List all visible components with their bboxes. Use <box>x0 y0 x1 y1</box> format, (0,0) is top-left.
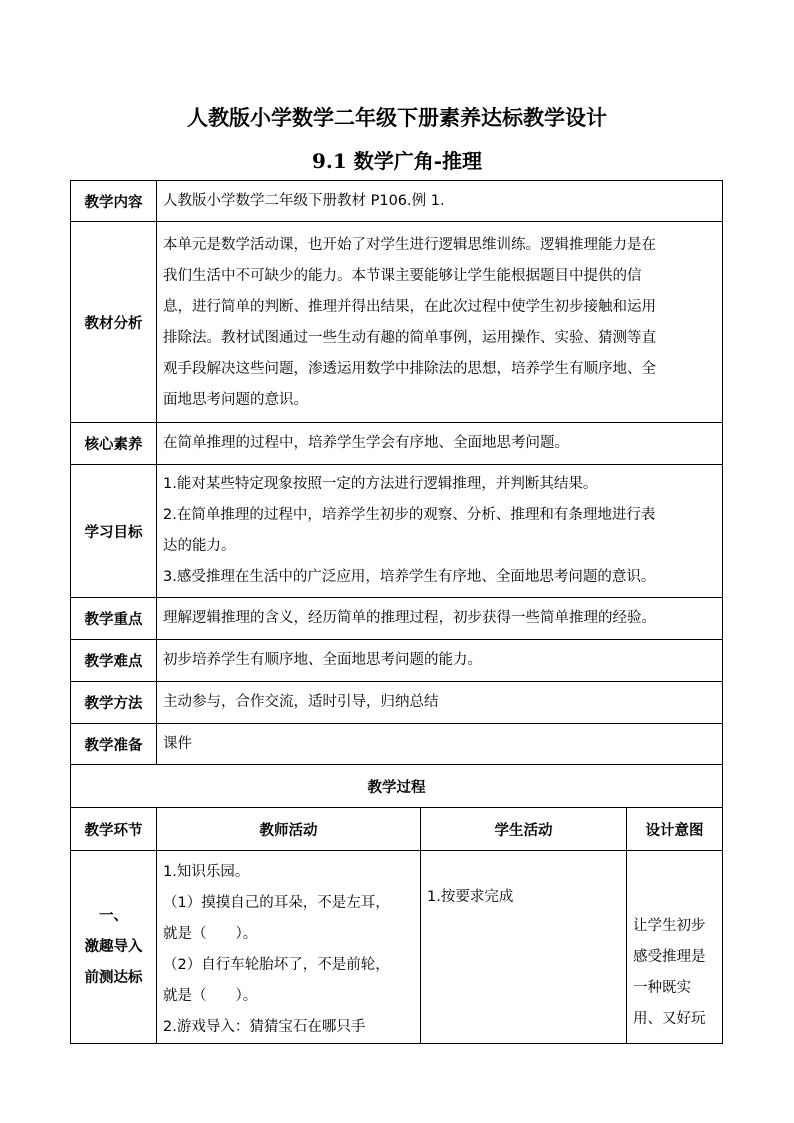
label-difficulty: 教学难点 <box>71 640 157 682</box>
col-header-student: 学生活动 <box>421 808 627 851</box>
value-difficulty: 初步培养学生有顺序地、全面地思考问题的能力。 <box>157 640 723 682</box>
label-prep: 教学准备 <box>71 724 157 765</box>
analysis-line: 面地思考问题的意识。 <box>163 392 308 408</box>
stage-name-line: 激趣导入 <box>84 938 143 955</box>
label-key: 教学重点 <box>71 598 157 640</box>
row-difficulty <box>71 640 723 682</box>
stage-1-student-activity <box>421 851 627 1044</box>
col-header-intent: 设计意图 <box>627 808 723 851</box>
stage-1-design-intent <box>627 851 723 1044</box>
intent-line: 感受推理是 <box>633 949 706 965</box>
value-key: 理解逻辑推理的含义，经历简单的推理过程，初步获得一些简单推理的经验。 <box>157 598 723 640</box>
analysis-line: 排除法。教材试图通过一些生动有趣的简单事例，运用操作、实验、猜测等直 <box>163 330 656 346</box>
value-content: 人教版小学数学二年级下册教材 P106.例 1. <box>157 181 723 222</box>
goal-line: 3.感受推理在生活中的广泛应用，培养学生有序地、全面地思考问题的意识。 <box>163 569 656 585</box>
stage-name-line: 一、 <box>99 907 128 924</box>
page-title: 人教版小学数学二年级下册素养达标教学设计 <box>187 105 607 130</box>
label-goals: 学习目标 <box>71 465 157 598</box>
goal-line: 达的能力。 <box>163 538 236 554</box>
row-key <box>71 598 723 640</box>
row-stage-1 <box>71 851 723 1044</box>
label-method: 教学方法 <box>71 682 157 724</box>
intent-line: 让学生初步 <box>633 918 706 934</box>
row-prep <box>71 724 723 765</box>
process-heading: 教学过程 <box>71 765 723 808</box>
analysis-line: 息，进行简单的判断、推理并得出结果，在此次过程中使学生初步接触和运用 <box>163 299 656 315</box>
teacher-line: 就是（ ）。 <box>163 988 258 1004</box>
teacher-line: （1）摸摸自己的耳朵，不是左耳， <box>163 895 390 911</box>
col-header-stage: 教学环节 <box>71 808 157 851</box>
analysis-line: 本单元是数学活动课，也开始了对学生进行逻辑思维训练。逻辑推理能力是在 <box>163 237 656 253</box>
row-goals <box>71 465 723 598</box>
row-content <box>71 181 723 222</box>
value-prep: 课件 <box>157 724 723 765</box>
intent-line: 一种既实 <box>633 980 691 996</box>
value-method: 主动参与，合作交流，适时引导，归纳总结 <box>157 682 723 724</box>
col-header-teacher: 教师活动 <box>157 808 421 851</box>
stage-1-teacher-activity <box>157 851 421 1044</box>
intent-line: 用、又好玩 <box>633 1011 706 1027</box>
value-analysis <box>157 222 723 423</box>
label-analysis: 教材分析 <box>71 222 157 423</box>
lesson-subtitle: 9.1 数学广角-推理 <box>311 149 483 173</box>
value-literacy: 在简单推理的过程中，培养学生学会有序地、全面地思考问题。 <box>157 423 723 465</box>
teacher-line: 1.知识乐园。 <box>163 864 250 880</box>
teacher-line: 2.游戏导入：猜猜宝石在哪只手 <box>163 1019 366 1035</box>
analysis-line: 观手段解决这些问题，渗透运用数学中排除法的思想，培养学生有顺序地、全 <box>163 361 656 377</box>
row-column-headers <box>71 808 723 851</box>
row-literacy <box>71 423 723 465</box>
label-literacy: 核心素养 <box>71 423 157 465</box>
teacher-line: （2）自行车轮胎坏了，不是前轮， <box>163 957 390 973</box>
teacher-line: 就是（ ）。 <box>163 926 258 942</box>
row-analysis <box>71 222 723 423</box>
value-goals <box>157 465 723 598</box>
analysis-line: 我们生活中不可缺少的能力。本节课主要能够让学生能根据题目中提供的信 <box>163 268 642 284</box>
goal-line: 2.在简单推理的过程中，培养学生初步的观察、分析、推理和有条理地进行表 <box>163 507 656 523</box>
lesson-plan-table <box>70 180 723 1044</box>
label-content: 教学内容 <box>71 181 157 222</box>
goal-line: 1.能对某些特定现象按照一定的方法进行逻辑推理，并判断其结果。 <box>163 476 598 492</box>
stage-name-line: 前测达标 <box>84 969 143 986</box>
row-method <box>71 682 723 724</box>
stage-1-name <box>71 851 157 1044</box>
row-process-heading <box>71 765 723 808</box>
student-line: 1.按要求完成 <box>427 889 514 905</box>
